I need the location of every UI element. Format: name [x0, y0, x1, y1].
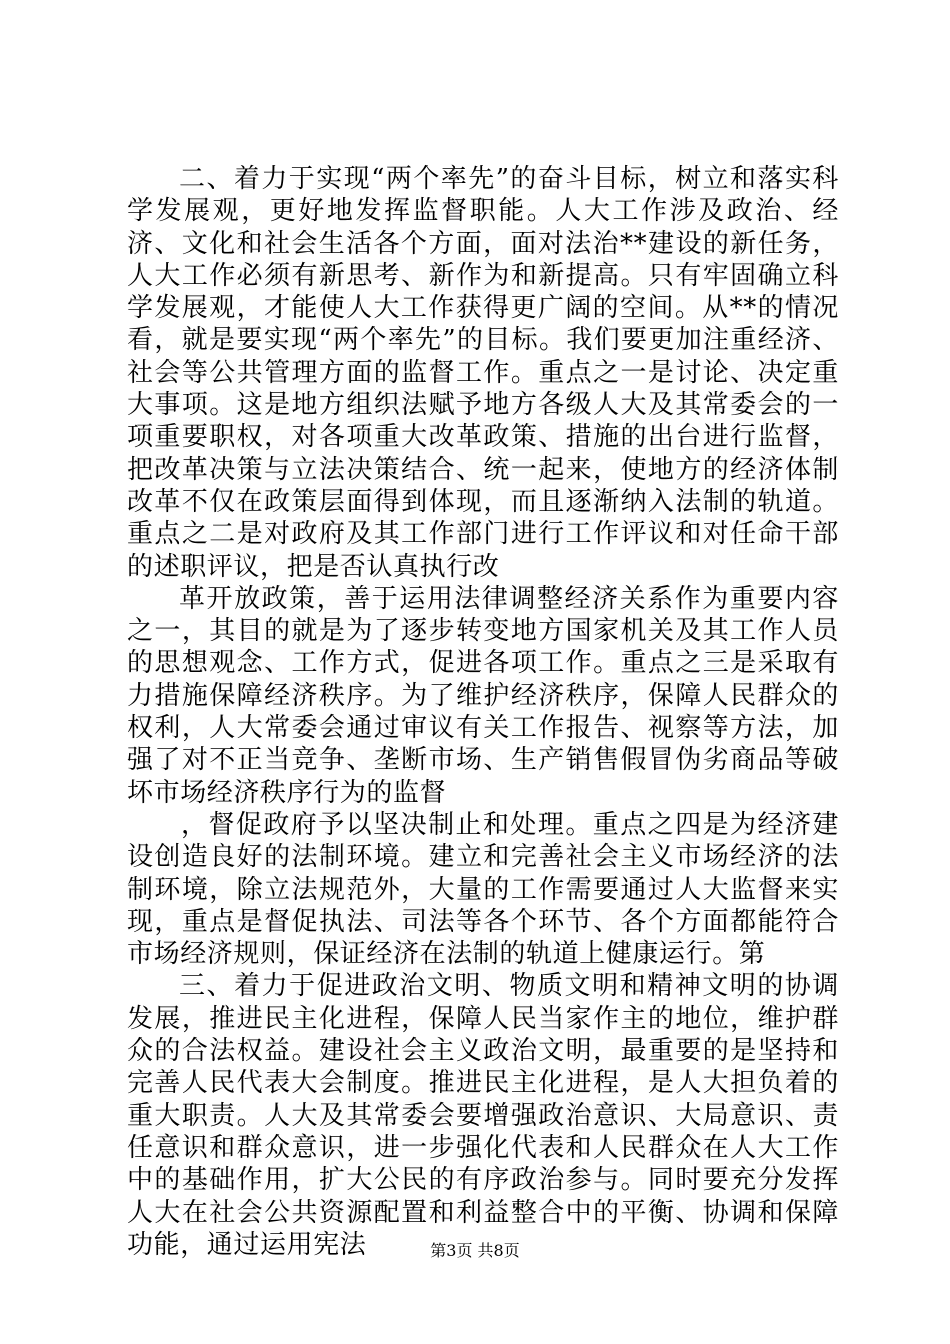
paragraph-reform-policy: 革开放政策，善于运用法律调整经济关系作为重要内容之一，其目的就是为了逐步转变地方国家机关及其工作人员的思想观念、工作方式，促进各项工作。重点之三是采取有力措施保障经济秩序。为了维护经济秩序，保障人民群众的权利，人大常委会通过审议有关工作报告、视察等方法，加强了对不正当竞争、垄断市场、生产销售假冒伪劣商品等破坏市场经济秩序行为的监督 [127, 583, 839, 808]
page-number-footer: 第3页 共8页 [430, 1241, 520, 1260]
document-body [127, 163, 839, 1261]
paragraph-section-three: 三、着力于促进政治文明、物质文明和精神文明的协调发展，推进民主化进程，保障人民当家作主的地位，维护群众的合法权益。建设社会主义政治文明，最重要的是坚持和完善人民代表大会制度。推进民主化进程，是人大担负着的重大职责。人大及其常委会要增强政治意识、大局意识、责任意识和群众意识，进一步强化代表和人民群众在人大工作中的基础作用，扩大公民的有序政治参与。同时要充分发挥人大在社会公共资源配置和利益整合中的平衡、协调和保障功能，通过运用宪法 [127, 971, 839, 1260]
paragraph-supervise-government: ，督促政府予以坚决制止和处理。重点之四是为经济建设创造良好的法制环境。建立和完善社会主义市场经济的法制环境，除立法规范外，大量的工作需要通过人大监督来实现，重点是督促执法、司法等各个环节、各个方面都能符合市场经济规则，保证经济在法制的轨道上健康运行。第 [127, 809, 839, 970]
paragraph-section-two: 二、着力于实现“两个率先”的奋斗目标，树立和落实科学发展观，更好地发挥监督职能。人大工作涉及政治、经济、文化和社会生活各个方面，面对法治**建设的新任务，人大工作必须有新思考、新作为和新提高。只有牢固确立科学发展观，才能使人大工作获得更广阔的空间。从**的情况看，就是要实现“两个率先”的目标。我们要更加注重经济、社会等公共管理方面的监督工作。重点之一是讨论、决定重大事项。这是地方组织法赋予地方各级人大及其常委会的一项重要职权，对各项重大改革政策、措施的出台进行监督，把改革决策与立法决策结合、统一起来，使地方的经济体制改革不仅在政策层面得到体现，而且逐渐纳入法制的轨道。重点之二是对政府及其工作部门进行工作评议和对任命干部的述职评议，把是否认真执行改 [127, 164, 839, 582]
